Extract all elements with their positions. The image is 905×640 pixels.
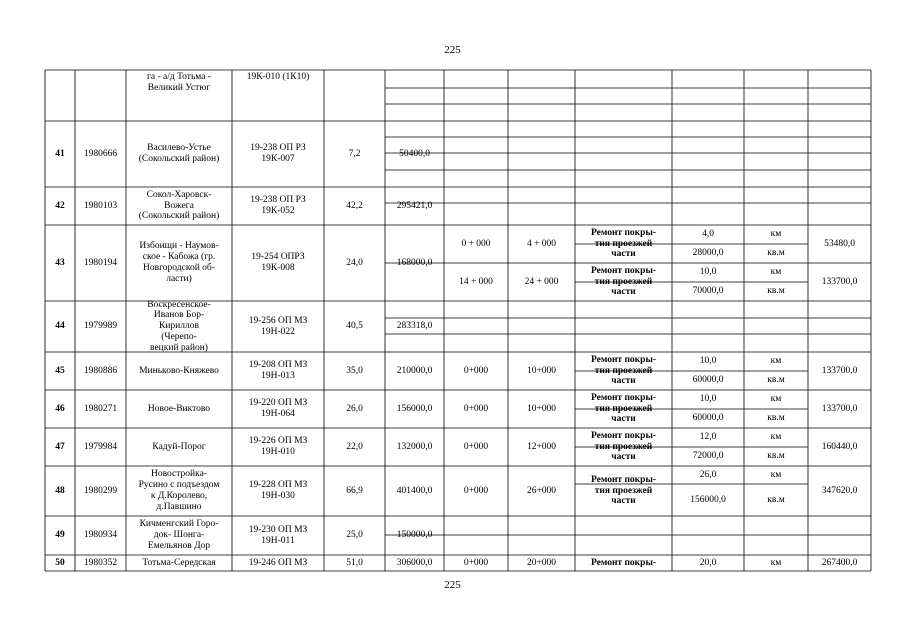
work-from: 0 + 000 [461, 238, 491, 249]
work-type: Ремонт покры- [590, 557, 657, 568]
road-id: 1980666 [83, 148, 118, 159]
road-length: 25,0 [346, 530, 363, 541]
work-sum: 267400,0 [821, 557, 858, 568]
road-name: Василево-Устье (Сокольский район) [138, 143, 220, 164]
row-number: 42 [55, 200, 65, 211]
work-to: 24 + 000 [524, 276, 559, 287]
road-code: 19-256 ОП МЗ 19Н-022 [248, 315, 308, 337]
road-length: 35,0 [346, 365, 363, 376]
road-cost: 401400,0 [396, 485, 433, 496]
road-cost: 210000,0 [396, 365, 433, 376]
work-from: 0+000 [463, 557, 489, 568]
work-to: 12+000 [526, 441, 557, 452]
work-type: Ремонт покры- тия проезжей части [590, 354, 657, 387]
road-length: 26,0 [346, 403, 363, 414]
work-unit-sqm: кв.м [767, 451, 785, 462]
row-number: 47 [55, 441, 65, 452]
work-qty-sqm: 60000,0 [692, 375, 724, 386]
carryover-road-code: 19К-010 (1К10) [246, 72, 310, 82]
road-name: Новое-Виктово [147, 403, 211, 414]
work-qty-km: 26,0 [699, 469, 717, 480]
road-code: 19-220 ОП МЗ 19Н-064 [248, 398, 308, 419]
road-length: 66,9 [346, 485, 363, 496]
row-number: 43 [55, 257, 65, 268]
row-number: 44 [55, 321, 65, 332]
work-sum: 53480,0 [824, 238, 855, 249]
page-number-top: 225 [444, 44, 461, 56]
road-cost: 283318,0 [396, 321, 433, 332]
road-id: 1979989 [83, 321, 118, 332]
row-number: 46 [55, 403, 65, 414]
road-name: Воскресенское- Иванов Бор- Кириллов (Черепо- вецкий район) [147, 299, 211, 353]
road-code: 19-230 ОП МЗ 19Н-011 [248, 524, 308, 546]
work-qty-sqm: 156000,0 [690, 494, 726, 505]
work-from: 14 + 000 [459, 276, 493, 287]
work-unit-km: км [770, 394, 782, 405]
road-code: 19-238 ОП РЗ 19К-007 [250, 143, 306, 164]
road-code: 19-254 ОПРЗ 19К-008 [251, 252, 305, 273]
work-from: 0+000 [463, 365, 489, 376]
work-unit-km: км [770, 229, 782, 240]
road-id: 1980299 [83, 485, 118, 496]
work-to: 10+000 [526, 365, 557, 376]
work-qty-sqm: 70000,0 [692, 286, 724, 297]
road-id: 1980352 [83, 557, 118, 568]
road-cost: 50400,0 [399, 148, 430, 159]
road-code: 19-228 ОП МЗ 19Н-030 [248, 480, 308, 501]
road-length: 40,5 [346, 321, 363, 332]
road-name: Новостройка- Русино с подъездом к Д.Королево, д.Павшино [138, 469, 220, 512]
work-to: 26+000 [526, 485, 557, 496]
row-number: 49 [55, 530, 65, 541]
work-sum: 133700,0 [821, 365, 858, 376]
road-id: 1980886 [83, 365, 118, 376]
road-length: 7,2 [348, 148, 361, 159]
road-name: Миньково-Княжево [139, 365, 219, 376]
work-sum: 133700,0 [821, 276, 858, 287]
road-name: Кадуй-Порог [152, 441, 206, 452]
work-qty-km: 12,0 [699, 432, 717, 443]
road-id: 1979984 [83, 441, 118, 452]
work-type: Ремонт покры- тия проезжей части [590, 474, 657, 507]
road-name: Кичменгский Горо- док- Шонга- Емельянов Дор [139, 519, 219, 551]
carryover-road-name: га - а/д Тотьма - Великий Устюг [147, 72, 211, 93]
row-number: 50 [55, 557, 65, 568]
road-code: 19-246 ОП МЗ [248, 557, 308, 568]
work-unit-km: км [770, 469, 782, 480]
work-qty-km: 10,0 [699, 394, 717, 405]
road-code: 19-238 ОП РЗ 19К-052 [250, 195, 306, 216]
work-sum: 133700,0 [821, 403, 858, 414]
work-type: Ремонт покры- тия проезжей части [590, 392, 657, 425]
road-length: 24,0 [346, 257, 363, 268]
road-name: Сокол-Харовск- Вожега (Сокольский район) [138, 189, 220, 222]
work-type: Ремонт покры- тия проезжей части [590, 430, 657, 463]
work-unit-km: км [770, 432, 782, 443]
work-qty-km: 10,0 [699, 267, 717, 278]
work-qty-km: 10,0 [699, 356, 717, 367]
row-number: 48 [55, 485, 65, 496]
road-id: 1980934 [83, 530, 118, 541]
work-sum: 160440,0 [821, 441, 858, 452]
road-code: 19-208 ОП МЗ 19Н-013 [248, 360, 308, 381]
row-number: 41 [55, 148, 65, 159]
work-type: Ремонт покры- тия проезжей части [590, 265, 657, 298]
road-cost: 295421,0 [396, 200, 433, 211]
work-unit-km: км [770, 557, 782, 568]
road-cost: 306000,0 [396, 557, 433, 568]
work-unit-km: км [770, 267, 782, 278]
road-name: Избоищи - Наумов- ское - Кабожа (гр. Новгородской об- ласти) [139, 241, 219, 284]
work-from: 0+000 [463, 485, 489, 496]
work-unit-km: км [770, 356, 782, 367]
road-id: 1980194 [83, 257, 118, 268]
work-sum: 347620,0 [821, 485, 858, 496]
work-qty-sqm: 60000,0 [692, 413, 724, 424]
road-cost: 156000,0 [396, 403, 433, 414]
road-code: 19-226 ОП МЗ 19Н-010 [248, 436, 308, 457]
work-unit-sqm: кв.м [767, 413, 785, 424]
work-unit-sqm: кв.м [767, 286, 785, 297]
road-name: Тотьма-Середская [142, 557, 216, 568]
road-length: 22,0 [346, 441, 363, 452]
work-qty-sqm: 72000,0 [692, 451, 724, 462]
work-from: 0+000 [463, 403, 489, 414]
work-qty-sqm: 28000,0 [692, 248, 724, 259]
road-id: 1980271 [83, 403, 118, 414]
road-cost: 132000,0 [396, 441, 433, 452]
work-qty-km: 4,0 [702, 229, 714, 240]
road-cost: 150000,0 [396, 530, 433, 541]
row-number: 45 [55, 365, 65, 376]
work-qty-km: 20,0 [699, 557, 717, 568]
page-number-bottom: 225 [444, 579, 461, 591]
road-cost: 168000,0 [396, 257, 433, 268]
work-to: 10+000 [526, 403, 557, 414]
work-from: 0+000 [463, 441, 489, 452]
work-to: 20+000 [526, 557, 557, 568]
work-type: Ремонт покры- тия проезжей части [590, 227, 657, 260]
road-length: 51,0 [346, 557, 363, 568]
work-unit-sqm: кв.м [767, 248, 785, 259]
work-to: 4 + 000 [526, 238, 557, 249]
road-length: 42,2 [346, 200, 363, 211]
road-id: 1980103 [83, 200, 118, 211]
work-unit-sqm: кв.м [767, 494, 785, 505]
work-unit-sqm: кв.м [767, 375, 785, 386]
